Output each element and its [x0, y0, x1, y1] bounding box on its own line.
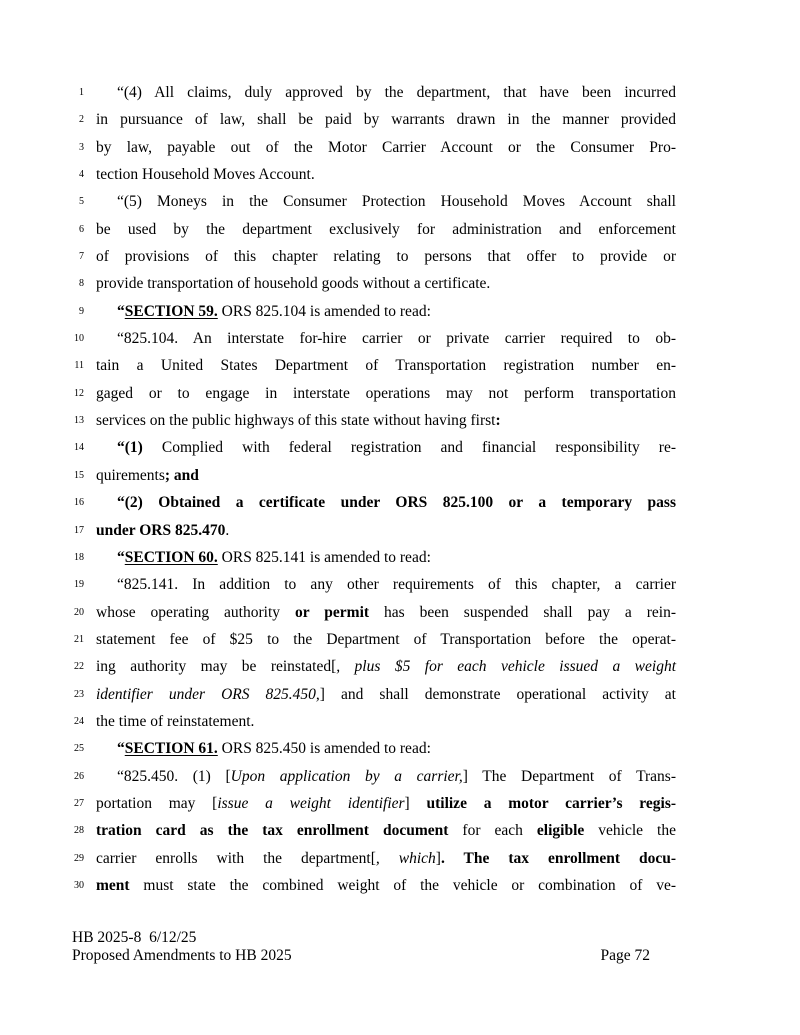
line-number: 18 [74, 551, 84, 563]
document-line [74, 681, 676, 708]
document-line [79, 161, 676, 188]
text-segment: SECTION 61. [124, 740, 218, 758]
text-segment: “ [117, 548, 125, 566]
line-text [96, 653, 676, 680]
line-number: 23 [74, 688, 84, 700]
text-segment: statement fee of $25 to the Department of Transportation before the operat- [96, 630, 676, 648]
line-number: 7 [79, 251, 84, 263]
document-line [74, 790, 677, 817]
text-segment: ] and shall demonstrate operational activity at [319, 685, 676, 703]
line-number: 8 [79, 278, 84, 290]
text-segment: SECTION 59. [124, 302, 218, 320]
text-segment: ment [96, 876, 130, 894]
text-segment: “(4) All claims, duly approved by the department, that have been incurred [117, 84, 676, 101]
text-segment: of provisions of this chapter relating to persons that offer to provide or [96, 248, 676, 266]
text-segment: “825.104. An interstate for-hire carrier or private carrier required to ob- [117, 330, 676, 348]
text-segment: . [225, 521, 230, 539]
document-line [74, 325, 676, 352]
line-number: 27 [74, 797, 84, 809]
text-segment: under ORS 825.470 [96, 521, 226, 539]
text-segment: utilize a motor carrier’s regis- [426, 794, 677, 812]
document-line [74, 845, 676, 872]
document-line [74, 352, 676, 379]
document-line [74, 872, 676, 899]
document-line [74, 599, 676, 626]
line-text [96, 325, 676, 352]
line-number: 29 [74, 852, 84, 864]
text-segment: ] The Department of Trans- [462, 767, 676, 785]
line-number: 2 [79, 114, 84, 126]
document-line [79, 134, 676, 161]
line-number: 13 [74, 415, 84, 427]
footer-bill-id: HB 2025-8 6/12/25 [72, 929, 197, 946]
document-line [79, 79, 676, 106]
document-line [74, 626, 676, 653]
line-number: 21 [74, 633, 84, 645]
line-number: 3 [79, 141, 84, 153]
text-segment: has been suspended shall pay a rein- [369, 603, 676, 621]
footer-document-title: Proposed Amendments to HB 2025 [72, 946, 292, 964]
line-text [96, 243, 676, 270]
line-text [96, 681, 676, 708]
text-segment: , plus $5 for each vehicle issued a weight [336, 658, 677, 676]
line-number: 6 [79, 223, 84, 235]
line-number: 1 [79, 87, 84, 98]
line-text [96, 407, 676, 434]
document-line [74, 434, 676, 461]
line-text [96, 517, 676, 544]
text-segment: ] [435, 849, 441, 867]
text-segment: , which [375, 849, 436, 867]
line-number: 15 [74, 469, 84, 481]
line-text [96, 763, 676, 790]
text-segment: ORS 825.104 is amended to read: [217, 302, 431, 320]
text-segment: provide transportation of household goods without a certificate. [96, 275, 491, 293]
text-segment: . The tax enrollment docu- [440, 849, 676, 867]
text-segment: “ [117, 302, 125, 320]
text-segment: ; and [164, 466, 199, 484]
text-segment: tection Household Moves Account. [96, 166, 315, 184]
line-number: 9 [79, 305, 84, 317]
text-segment: issue a weight identifier [217, 794, 405, 812]
text-segment: in pursuance of law, shall be paid by warrants drawn in the manner provided [96, 111, 676, 129]
line-number: 14 [74, 442, 84, 454]
line-text [96, 626, 676, 653]
line-number: 22 [74, 661, 84, 673]
line-text [96, 845, 676, 872]
footer-page-number: Page 72 [600, 946, 650, 964]
text-segment: for each [448, 822, 537, 840]
line-text [96, 270, 676, 297]
line-number: 4 [79, 169, 84, 181]
text-segment: “ [117, 740, 125, 758]
text-segment: Upon application by a carrier, [230, 767, 463, 785]
text-segment: “825.450. (1) [ [117, 767, 231, 785]
text-segment: “(1) [117, 439, 143, 457]
line-number: 10 [74, 333, 84, 345]
line-number: 30 [74, 879, 84, 891]
line-text [96, 380, 676, 407]
text-segment: whose operating authority [96, 603, 295, 621]
line-text [96, 708, 676, 735]
document-line [74, 735, 676, 762]
document-line [74, 571, 676, 598]
text-segment: ORS 825.141 is amended to read: [217, 548, 431, 566]
document-line [74, 380, 676, 407]
page-footer [72, 929, 650, 964]
document-line [79, 106, 676, 133]
line-text [96, 434, 676, 461]
document-line [79, 216, 676, 243]
line-text [96, 599, 676, 626]
document-lines [74, 79, 677, 899]
document-line [74, 489, 676, 516]
line-text [96, 735, 676, 762]
line-number: 17 [74, 524, 84, 536]
document-line [79, 188, 676, 215]
text-segment: services on the public highways of this state without having first [96, 412, 496, 430]
text-segment: ORS 825.450 is amended to read: [217, 740, 431, 758]
text-segment: eligible [536, 822, 585, 840]
line-number: 5 [79, 196, 84, 208]
text-segment: identifier under ORS 825.450, [96, 685, 320, 703]
text-segment: the time of reinstatement. [96, 712, 255, 730]
line-number: 20 [74, 606, 84, 618]
text-segment: tain a United States Department of Transportation registration number en- [96, 357, 676, 375]
document-line [74, 817, 676, 844]
line-number: 24 [74, 715, 84, 727]
document-line [79, 298, 676, 325]
text-segment: carrier enrolls with the department[ [96, 849, 376, 867]
line-text [96, 571, 676, 598]
text-segment: must state the combined weight of the vehicle or combination of ve- [129, 876, 676, 894]
line-number: 11 [74, 360, 84, 372]
line-text [96, 216, 676, 243]
line-number: 28 [74, 825, 84, 837]
line-text [96, 462, 676, 489]
line-text [96, 817, 676, 844]
line-number: 16 [74, 497, 84, 509]
line-text [96, 79, 676, 106]
line-text [96, 352, 676, 379]
line-text [96, 188, 676, 215]
line-number: 26 [74, 770, 84, 782]
document-line [74, 517, 676, 544]
text-segment: ] [404, 794, 427, 812]
text-segment: portation may [ [96, 794, 218, 812]
line-text [96, 790, 676, 817]
document-line [74, 407, 676, 434]
text-segment: tration card as the tax enrollment document [96, 822, 449, 840]
text-segment: “825.141. In addition to any other requirements of this chapter, a carrier [117, 576, 676, 594]
text-segment: by law, payable out of the Motor Carrier Account or the Consumer Pro- [96, 138, 676, 156]
text-segment: or permit [294, 603, 370, 621]
line-text [96, 544, 676, 571]
text-segment: be used by the department exclusively for administration and enforcement [96, 220, 676, 238]
text-segment: gaged or to engage in interstate operations may not perform transportation [96, 384, 676, 402]
line-number: 25 [74, 743, 84, 755]
document-line [79, 243, 676, 270]
document-line [74, 462, 676, 489]
document-line [74, 708, 676, 735]
text-segment: vehicle the [584, 822, 676, 840]
line-text [96, 872, 676, 899]
document-line [79, 270, 676, 297]
text-segment: quirements [96, 466, 165, 484]
line-number: 12 [74, 387, 84, 399]
document-line [74, 653, 677, 680]
line-text [96, 298, 676, 325]
line-number: 19 [74, 579, 84, 591]
line-text [96, 161, 676, 188]
text-segment: “(5) Moneys in the Consumer Protection Household Moves Account shall [117, 193, 676, 211]
text-segment: : [495, 412, 501, 430]
document-line [74, 763, 676, 790]
text-segment: ing authority may be reinstated[ [96, 658, 337, 676]
line-text [96, 489, 676, 516]
line-text [96, 106, 676, 133]
text-segment: SECTION 60. [124, 548, 218, 566]
line-text [96, 134, 676, 161]
text-segment: Complied with federal registration and financial responsibility re- [142, 439, 676, 457]
text-segment: “(2) Obtained a certificate under ORS 825.100 or a temporary pass [117, 494, 676, 512]
document-line [74, 544, 676, 571]
